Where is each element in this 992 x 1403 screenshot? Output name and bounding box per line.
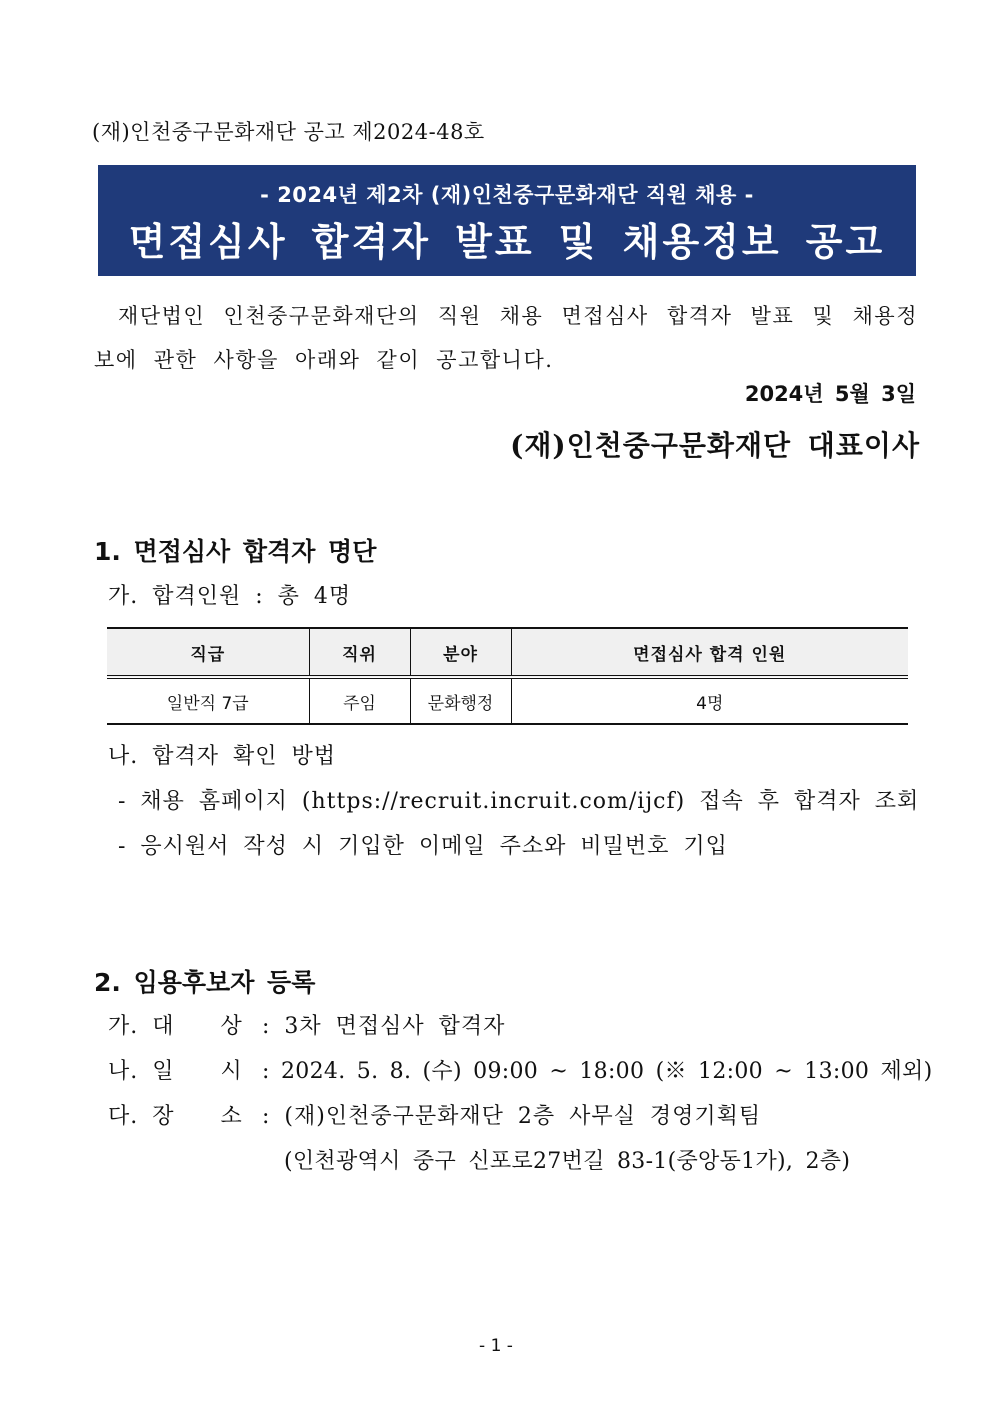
table-header-count: 면접심사 합격 인원 bbox=[511, 628, 908, 677]
registration-address: (인천광역시 중구 신포로27번길 83-1(중앙동1가), 2층) bbox=[284, 1149, 851, 1174]
check-item-homepage: - 채용 홈페이지 (https://recruit.incruit.com/ijcf) 접속 후 합격자 조회 bbox=[118, 789, 920, 814]
table-row bbox=[107, 677, 908, 724]
check-method-heading: 나. 합격자 확인 방법 bbox=[108, 744, 336, 769]
table-header-row bbox=[107, 628, 908, 677]
intro-paragraph: 재단법인 인천중구문화재단의 직원 채용 면접심사 합격자 발표 및 채용정보에 관한 사항을 아래와 같이 공고합니다. bbox=[94, 304, 918, 372]
signer: (재)인천중구문화재단 대표이사 bbox=[510, 429, 920, 462]
title-main: 면접심사 합격자 발표 및 채용정보 공고 bbox=[128, 220, 886, 264]
check-item-credentials: - 응시원서 작성 시 기입한 이메일 주소와 비밀번호 기입 bbox=[118, 834, 728, 859]
title-banner bbox=[98, 165, 916, 276]
section-1-heading: 1. 면접심사 합격자 명단 bbox=[94, 537, 377, 566]
registration-place-label: 다. 장 소 bbox=[108, 1104, 243, 1129]
title-subtitle: - 2024년 제2차 (재)인천중구문화재단 직원 채용 - bbox=[260, 183, 754, 207]
table-header-position: 직위 bbox=[309, 628, 410, 677]
notice-date: 2024년 5월 3일 bbox=[744, 382, 916, 406]
registration-place-value: : (재)인천중구문화재단 2층 사무실 경영기획팀 bbox=[262, 1104, 762, 1129]
table-cell-grade: 일반직 7급 bbox=[107, 677, 309, 724]
table-header-field: 분야 bbox=[410, 628, 511, 677]
table-cell-position: 주임 bbox=[309, 677, 410, 724]
table-cell-field: 문화행정 bbox=[410, 677, 511, 724]
table-header-grade: 직급 bbox=[107, 628, 309, 677]
registration-target-label: 가. 대 상 bbox=[108, 1014, 243, 1039]
notice-number: (재)인천중구문화재단 공고 제2024-48호 bbox=[92, 120, 485, 144]
table-cell-count: 4명 bbox=[511, 677, 908, 724]
pass-count: 가. 합격인원 : 총 4명 bbox=[108, 584, 352, 609]
registration-time-label: 나. 일 시 bbox=[108, 1059, 243, 1084]
pass-table bbox=[107, 627, 908, 725]
registration-time-value: : 2024. 5. 8. (수) 09:00 ~ 18:00 (※ 12:00 ~ 13:00 제외) bbox=[262, 1059, 933, 1084]
page-number: - 1 - bbox=[479, 1336, 513, 1356]
section-2-heading: 2. 임용후보자 등록 bbox=[94, 968, 316, 997]
registration-target-value: : 3차 면접심사 합격자 bbox=[262, 1014, 506, 1039]
